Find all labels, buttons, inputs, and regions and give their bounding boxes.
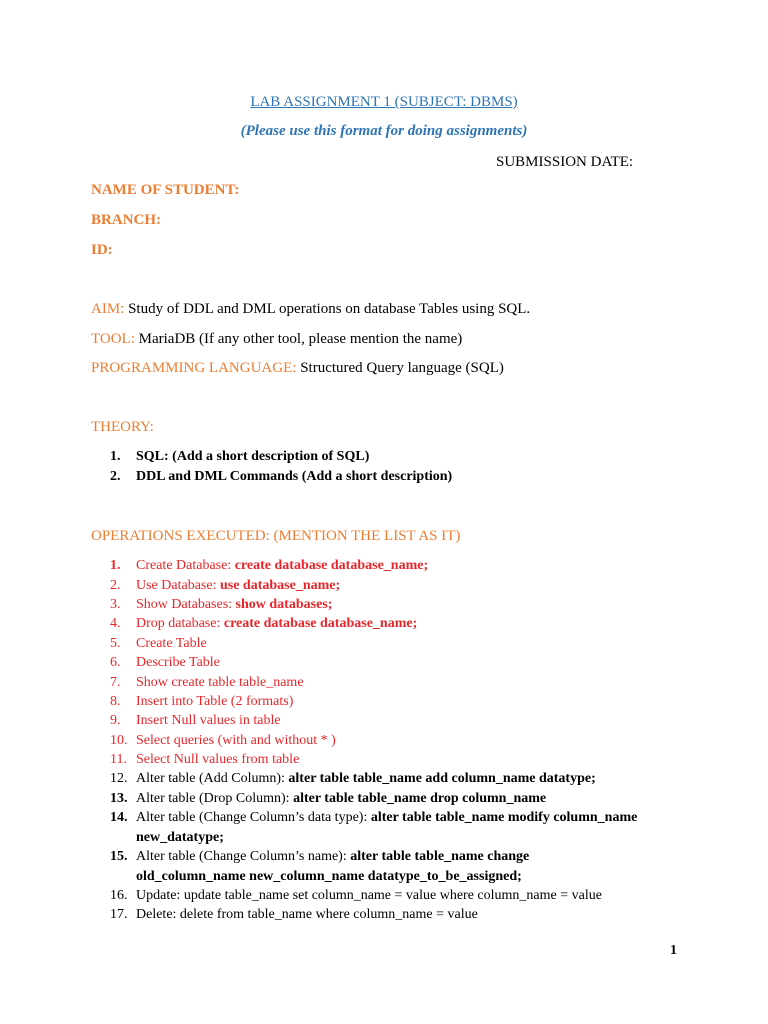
- programming-language-line: [91, 360, 504, 377]
- list-item-text: Update: update table_name set column_name = value where column_name = value: [136, 888, 602, 903]
- list-item-number: 5.: [110, 636, 121, 651]
- list-item-command: alter table table_name modify column_name: [370, 810, 638, 825]
- list-item: [110, 614, 417, 634]
- list-item: [110, 595, 332, 615]
- branch-label: BRANCH:: [91, 212, 161, 228]
- list-item: [110, 808, 637, 847]
- list-item-command-continued: new_datatype;: [136, 829, 224, 845]
- theory-item-text: SQL: (Add a short description of SQL): [136, 449, 370, 464]
- tool-line: [91, 331, 462, 348]
- tool-text: MariaDB (If any other tool, please mention the name): [134, 331, 463, 347]
- list-item-command: use database_name;: [219, 578, 341, 593]
- list-item-number: 7.: [110, 675, 121, 690]
- list-item-number: 16.: [110, 888, 128, 903]
- list-item: [110, 711, 281, 731]
- theory-heading: THEORY:: [91, 419, 154, 435]
- theory-item: [110, 469, 452, 485]
- list-item: [110, 556, 428, 576]
- list-item-number: 3.: [110, 597, 121, 612]
- theory-item-number: 2.: [110, 469, 121, 484]
- submission-date-label: SUBMISSION DATE:: [496, 154, 634, 170]
- list-item: [110, 905, 478, 925]
- list-item-number: 17.: [110, 907, 128, 922]
- list-item-number: 12.: [110, 771, 128, 786]
- list-item-command-continued: old_column_name new_column_name datatype_to_be_assigned;: [136, 868, 522, 884]
- list-item: [110, 576, 340, 596]
- list-item-text: Insert Null values in table: [136, 713, 281, 728]
- list-item-number: 9.: [110, 713, 121, 728]
- list-item-text: Select queries (with and without * ): [136, 733, 336, 748]
- list-item: [110, 653, 220, 673]
- list-item-text: Alter table (Change Column’s name):: [136, 849, 351, 864]
- list-item-text: Delete: delete from table_name where column_name = value: [136, 907, 478, 922]
- list-item-text: Drop database:: [136, 616, 224, 631]
- list-item-text: Alter table (Drop Column):: [136, 791, 294, 806]
- list-item: [110, 750, 299, 770]
- id-label: ID:: [91, 242, 113, 258]
- student-name-label: NAME OF STUDENT:: [91, 182, 240, 198]
- list-item: [110, 886, 602, 906]
- list-item-number: 13.: [110, 791, 128, 806]
- list-item-number: 6.: [110, 655, 121, 670]
- list-item-text: Create Table: [136, 636, 207, 651]
- tool-label: TOOL:: [91, 331, 135, 347]
- list-item-text: Select Null values from table: [136, 752, 300, 767]
- operations-heading: OPERATIONS EXECUTED: (MENTION THE LIST AS IT): [91, 528, 461, 544]
- list-item-command: alter table table_name add column_name datatype;: [288, 771, 596, 786]
- list-item-text: Create Database:: [136, 558, 235, 573]
- aim-text: Study of DDL and DML operations on database Tables using SQL.: [124, 301, 531, 317]
- list-item-number: 11.: [110, 752, 127, 767]
- theory-item: [110, 449, 369, 465]
- list-item-number: 2.: [110, 578, 121, 593]
- list-item-number: 14.: [110, 810, 128, 825]
- list-item: [110, 731, 336, 751]
- theory-item-number: 1.: [110, 449, 121, 464]
- list-item-command: create database database_name;: [223, 616, 418, 631]
- list-item-text: Alter table (Change Column’s data type):: [136, 810, 371, 825]
- page-subtitle: (Please use this format for doing assignments): [240, 123, 528, 139]
- list-item-command: alter table table_name drop column_name: [293, 791, 547, 806]
- list-item: [110, 847, 529, 886]
- page-title: LAB ASSIGNMENT 1 (SUBJECT: DBMS): [250, 94, 518, 110]
- list-item-number: 15.: [110, 849, 128, 864]
- list-item-number: 10.: [110, 733, 128, 748]
- list-item-text: Describe Table: [136, 655, 220, 670]
- programming-language-label: PROGRAMMING LANGUAGE:: [91, 360, 297, 376]
- list-item: [110, 634, 207, 654]
- programming-language-text: Structured Query language (SQL): [296, 360, 504, 376]
- list-item-text: Insert into Table (2 formats): [136, 694, 294, 709]
- list-item-number: 8.: [110, 694, 121, 709]
- list-item-command: show databases;: [235, 597, 333, 612]
- list-item-command: create database database_name;: [234, 558, 429, 573]
- list-item: [110, 769, 596, 789]
- aim-label: AIM:: [91, 301, 125, 317]
- list-item-text: Show create table table_name: [136, 675, 304, 690]
- list-item-text: Use Database:: [136, 578, 220, 593]
- list-item: [110, 692, 293, 712]
- aim-line: [91, 301, 530, 318]
- list-item-number: 1.: [110, 558, 121, 573]
- list-item-command: alter table table_name change: [350, 849, 530, 864]
- page-number: 1: [670, 943, 677, 958]
- list-item-text: Show Databases:: [136, 597, 236, 612]
- list-item-number: 4.: [110, 616, 121, 631]
- list-item: [110, 673, 304, 693]
- theory-item-text: DDL and DML Commands (Add a short description): [136, 469, 453, 484]
- list-item-text: Alter table (Add Column):: [136, 771, 289, 786]
- list-item: [110, 789, 546, 809]
